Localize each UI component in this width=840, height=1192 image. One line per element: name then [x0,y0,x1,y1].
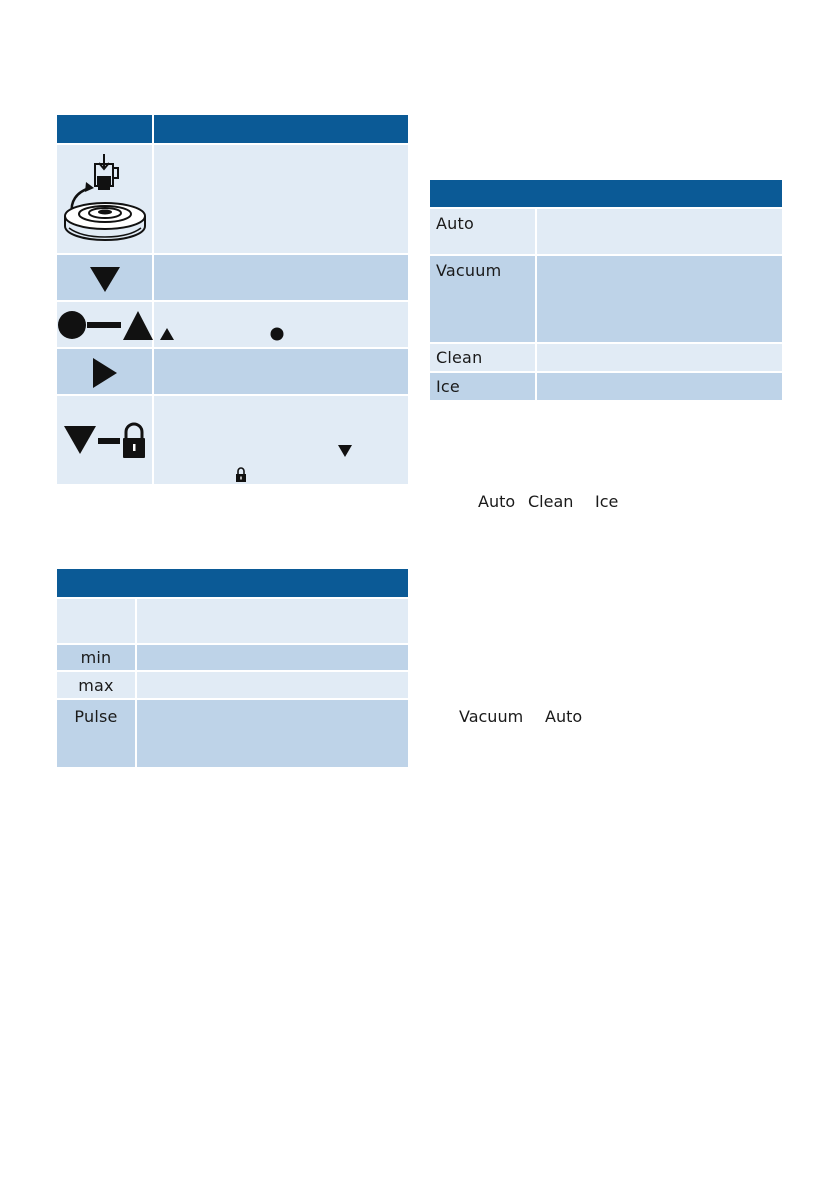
speed-label-pulse: Pulse [74,707,118,726]
column-divider [152,255,154,300]
lock-icon [235,467,247,482]
column-divider [135,700,137,767]
column-divider [135,672,137,698]
jar-on-lid-icon [62,152,148,248]
speed-label-max: max [78,676,114,695]
circle-icon [270,327,284,341]
play-icon [92,357,118,389]
body-text-ice: Ice [595,492,619,511]
speed-table-header [57,569,408,597]
body-text-auto-2: Auto [545,707,583,726]
program-label-ice: Ice [436,377,460,396]
body-text-clean: Clean [528,492,574,511]
program-label-vacuum: Vacuum [436,261,502,280]
program-row [430,344,782,371]
column-divider [135,599,137,643]
program-table-header [430,180,782,207]
program-label-auto: Auto [436,214,474,233]
column-divider [535,373,537,400]
body-text-vacuum: Vacuum [459,707,524,726]
column-divider [535,209,537,254]
triangle-down-icon [338,445,352,457]
symbols-table-header [57,115,408,143]
column-divider [535,256,537,342]
column-divider [535,344,537,371]
triangle-up-icon [160,328,174,340]
column-divider [152,349,154,394]
program-row [430,209,782,254]
column-divider [152,145,154,253]
program-label-clean: Clean [436,348,483,367]
circle-line-triangle-icon [57,308,153,342]
column-divider [152,396,154,484]
header-divider [152,115,154,143]
speed-label-min: min [80,648,112,667]
triangle-down-icon [88,265,122,293]
triangle-lock-icon [64,420,146,460]
program-row [430,373,782,400]
column-divider [135,645,137,670]
body-text-auto: Auto [478,492,516,511]
speed-row [57,599,408,643]
